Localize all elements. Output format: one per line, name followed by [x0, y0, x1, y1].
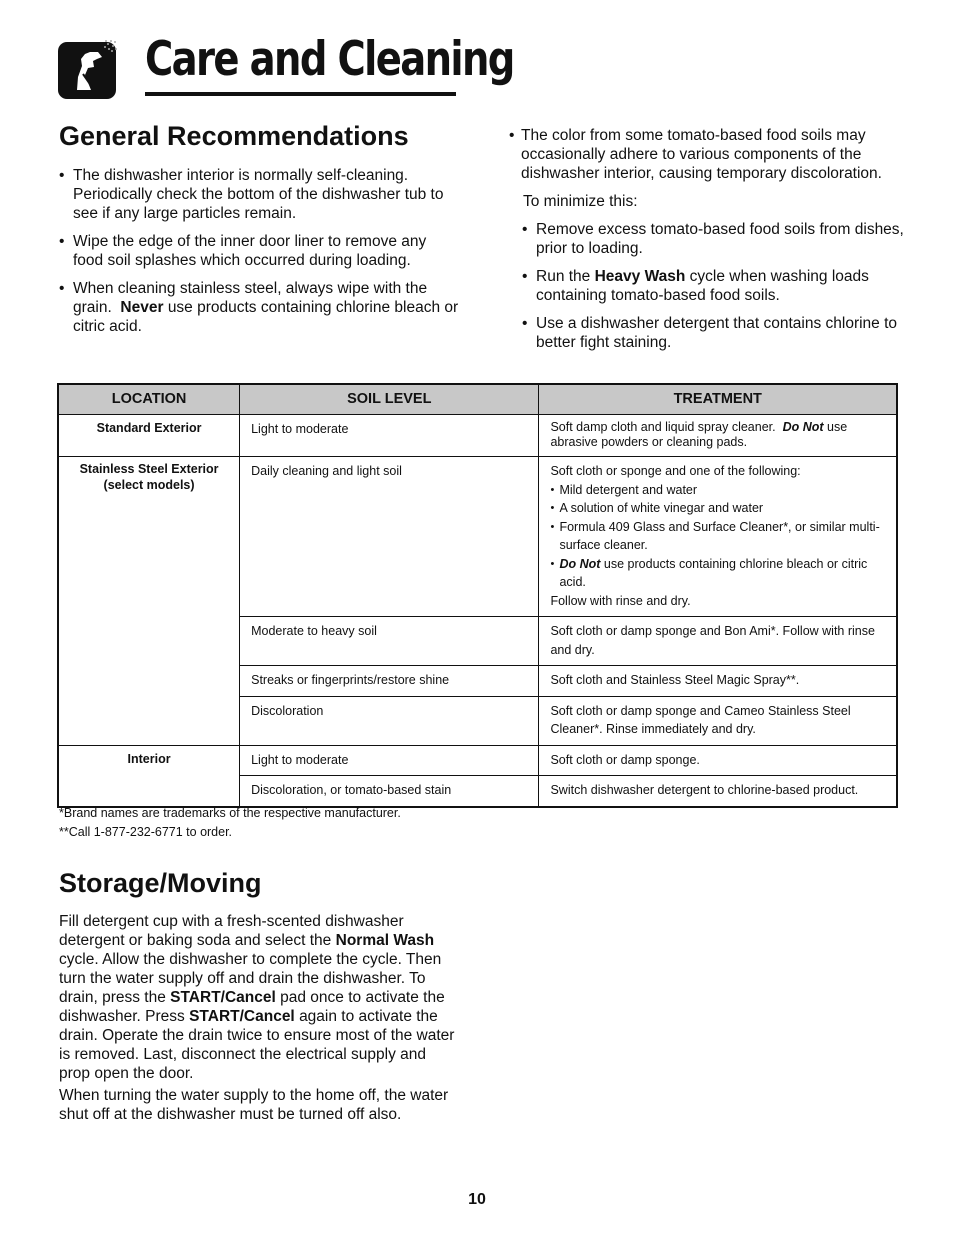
- care-table: [57, 383, 898, 808]
- treatment-cell: Soft cloth or sponge and one of the following: • Mild detergent and water • A solution of white vinegar and water • Formula 409 Glass and Surface Cleaner*, or similar multi-surface cleaner. • Do Not use products containing chlorine bleach or citric acid. Follow with rinse and dry.: [539, 457, 897, 617]
- general-recommendations-list: [59, 166, 459, 345]
- treatment-cell: Soft cloth or damp sponge.: [539, 745, 897, 776]
- list-item: • Remove excess tomato-based food soils from dishes, prior to loading.: [522, 220, 904, 258]
- soil-cell: Light to moderate: [240, 415, 539, 457]
- soil-cell: Moderate to heavy soil: [240, 617, 539, 666]
- soil-cell: Discoloration: [240, 696, 539, 745]
- list-item: • The dishwasher interior is normally self-cleaning. Periodically check the bottom of the dishwasher tub to see if any large particles remain.: [59, 166, 459, 223]
- water-supply-paragraph: When turning the water supply to the home off, the water shut off at the dishwasher must be turned off also.: [59, 1087, 449, 1123]
- column-header-soil-level: SOIL LEVEL: [240, 384, 539, 415]
- footnote-trademarks: *Brand names are trademarks of the respective manufacturer.: [59, 806, 401, 820]
- spray-bottle-icon: [57, 37, 119, 100]
- tomato-minimize-label: To minimize this:: [523, 193, 638, 210]
- location-cell: Interior: [58, 745, 240, 807]
- soil-cell: Daily cleaning and light soil: [240, 457, 539, 617]
- column-header-location: LOCATION: [58, 384, 240, 415]
- page-title: Care and Cleaning: [145, 32, 514, 87]
- treatment-cell: Soft damp cloth and liquid spray cleaner. Do Not use abrasive powders or cleaning pads.: [539, 415, 897, 457]
- page-number: 10: [468, 1191, 486, 1208]
- list-item: • Do Not use products containing chlorine bleach or citric acid.: [550, 555, 885, 592]
- table-row: [58, 457, 897, 617]
- list-item: • Use a dishwasher detergent that contains chlorine to better fight staining.: [522, 314, 904, 352]
- soil-cell: Light to moderate: [240, 745, 539, 776]
- list-item: • When cleaning stainless steel, always wipe with the grain. Never use products containing chlorine bleach or citric acid.: [59, 279, 459, 336]
- column-header-treatment: TREATMENT: [539, 384, 897, 415]
- treatment-cell: Soft cloth or damp sponge and Bon Ami*. Follow with rinse and dry.: [539, 617, 897, 666]
- table-header-row: [58, 384, 897, 415]
- soil-cell: Discoloration, or tomato-based stain: [240, 776, 539, 807]
- list-item: • Wipe the edge of the inner door liner to remove any food soil splashes which occurred during loading.: [59, 232, 459, 270]
- location-cell: Stainless Steel Exterior (select models): [58, 457, 240, 746]
- treatment-cell: Soft cloth or damp sponge and Cameo Stainless Steel Cleaner*. Rinse immediately and dry.: [539, 696, 897, 745]
- list-item: • Formula 409 Glass and Surface Cleaner*, or similar multi-surface cleaner.: [550, 518, 885, 555]
- tomato-stain-section: [509, 126, 904, 361]
- general-recommendations-heading: General Recommendations: [59, 121, 409, 151]
- location-cell: Standard Exterior: [58, 415, 240, 457]
- list-item: • Mild detergent and water: [550, 481, 885, 500]
- treatment-cell: Soft cloth and Stainless Steel Magic Spray**.: [539, 666, 897, 697]
- storage-moving-heading: Storage/Moving: [59, 868, 262, 898]
- title-underline: [145, 92, 456, 96]
- tomato-intro: • The color from some tomato-based food soils may occasionally adhere to various components of the dishwasher interior, causing temporary discoloration.: [509, 127, 882, 182]
- table-row: [58, 415, 897, 457]
- soil-cell: Streaks or fingerprints/restore shine: [240, 666, 539, 697]
- table-row: [58, 745, 897, 776]
- storage-paragraph: Fill detergent cup with a fresh-scented dishwasher detergent or baking soda and select the Normal Wash cycle. Allow the dishwasher to complete the cycle. Then turn the water supply off and drain the dishwasher. To drain, press the START/Cancel pad once to activate the dishwasher. Press START/Cancel again to activate the drain. Operate the drain twice to ensure most of the water is removed. Last, disconnect the electrical supply and prop open the door.: [59, 913, 455, 1082]
- tomato-tips-list: [522, 220, 904, 352]
- list-item: • Run the Heavy Wash cycle when washing loads containing tomato-based food soils.: [522, 267, 904, 305]
- footnote-order-phone: **Call 1-877-232-6771 to order.: [59, 825, 233, 839]
- list-item: • A solution of white vinegar and water: [550, 499, 885, 518]
- cleaner-options-list: [550, 481, 885, 592]
- treatment-cell: Switch dishwasher detergent to chlorine-based product.: [550, 783, 859, 797]
